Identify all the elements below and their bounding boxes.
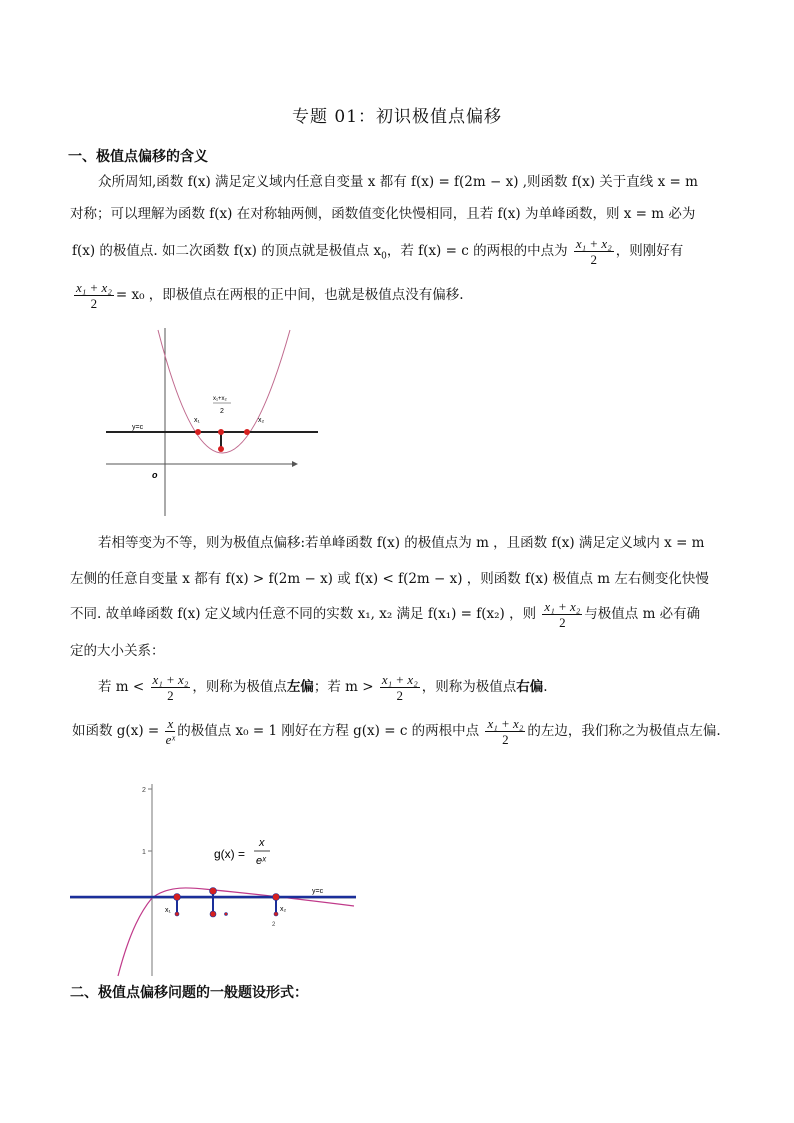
g-label: g(x) = <box>214 847 246 861</box>
midpoint-point <box>218 429 224 435</box>
g-label-den: eˣ <box>256 855 266 867</box>
g-label-num: x <box>259 837 265 849</box>
x-axis-arrow-icon <box>292 461 298 467</box>
x2-label: x₂ <box>280 906 287 913</box>
midpoint-fraction-2: $\frac{\text{x₁ + x₂}}{2}$ <box>76 280 112 311</box>
x-tick-2: 2 <box>272 922 276 928</box>
g-curve <box>118 888 354 976</box>
root-x1-point <box>174 894 181 901</box>
midpoint-fraction-3: $\frac{\text{x₁ + x₂}}{2}$ <box>544 599 581 630</box>
figure-parabola <box>100 318 330 518</box>
y-tick-1: 1 <box>142 849 146 856</box>
line-label: y=c <box>312 888 324 895</box>
p1-line3-part-b: ，若 f(x) = c 的两根的中点为 <box>386 243 568 259</box>
paragraph-2-line-5: 若 m < $\frac{\text{x₁ + x₂}}{2}$ ，则称为极值点左偏；若 m > $\frac{\text{x₁ + x₂}}{2}$ ，则称为极值点右偏. <box>98 672 548 703</box>
root-x1-point <box>195 429 201 435</box>
y-tick-2: 2 <box>142 787 146 794</box>
x1-label: x₁ <box>165 907 171 914</box>
midpoint-num-label: x₁+x₂ <box>213 396 227 402</box>
parabola-curve <box>158 330 290 453</box>
paragraph-2-line-1: 若相等变为不等，则为极值点偏移:若单峰函数 f(x) 的极值点为 m ，且函数 f(x) 满足定义域内 x = m <box>98 535 705 551</box>
midpoint-foot-point <box>225 913 228 916</box>
paragraph-1-line-4: $\frac{\text{x₁ + x₂}}{2}$ = x₀ ，即极值点在两根的正中间，也就是极值点没有偏移. <box>76 280 464 311</box>
section-heading-1: 一、极值点偏移的含义 <box>68 149 208 165</box>
right-offset-bold: 右偏 <box>516 679 544 695</box>
root-x2-point <box>273 894 280 901</box>
figure-gx <box>70 780 360 980</box>
vertex-point <box>210 888 217 895</box>
paragraph-2-line-6: 如函数 g(x) = $\frac{x}{\text{eˣ}}$ 的极值点 x₀ = 1 刚好在方程 g(x) = c 的两根中点 $\frac{\text{x₁ + x₂}}{2}$ 的左边，我们称之为极值点左偏. <box>72 716 721 747</box>
paragraph-1-line-1: 众所周知,函数 f(x) 满足定义域内任意自变量 x 都有 f(x) = f(2m − x) ,则函数 f(x) 关于直线 x = m <box>98 174 698 190</box>
line-label: y=c <box>132 424 144 431</box>
midpoint-fraction-6: $\frac{\text{x₁ + x₂}}{2}$ <box>487 716 524 747</box>
paragraph-2-line-2: 左侧的任意自变量 x 都有 f(x) > f(2m − x) 或 f(x) < f(2m − x) ，则函数 f(x) 极值点 m 左右侧变化快慢 <box>70 571 709 587</box>
g-fraction: $\frac{x}{\text{eˣ}}$ <box>165 716 176 747</box>
paragraph-1-line-2: 对称；可以理解为函数 f(x) 在对称轴两侧，函数值变化快慢相同，且若 f(x) 为单峰函数，则 x = m 必为 <box>70 206 696 222</box>
paragraph-1-line-3: f(x) 的极值点. 如二次函数 f(x) 的顶点就是极值点 $x_0$，若 f(x) = c 的两根的中点为 $\frac{\text{x₁ + x₂}}{2}$ ，则刚好有 <box>72 236 684 267</box>
midpoint-fraction-5: $\frac{\text{x₁ + x₂}}{2}$ <box>381 672 418 703</box>
vertex-point <box>218 446 224 452</box>
left-offset-bold: 左偏 <box>286 679 314 695</box>
p1-line3-part-a: f(x) 的极值点. 如二次函数 f(x) 的顶点就是极值点 x <box>72 243 382 259</box>
paragraph-2-line-3: 不同. 故单峰函数 f(x) 定义域内任意不同的实数 x₁, x₂ 满足 f(x₁) = f(x₂) ，则 $\frac{\text{x₁ + x₂}}{2}$ 与极值点 m 必有确 <box>70 599 701 630</box>
x1-label: x₁ <box>194 417 200 424</box>
section-heading-2: 二、极值点偏移问题的一般题设形式： <box>70 985 308 1001</box>
x2-label: x₂ <box>258 417 265 424</box>
vertex-foot-point <box>210 911 216 917</box>
x2-foot-point <box>274 912 278 916</box>
x1-foot-point <box>175 912 179 916</box>
midpoint-den-label: 2 <box>220 408 224 415</box>
origin-label: o <box>152 470 158 480</box>
midpoint-fraction-4: $\frac{\text{x₁ + x₂}}{2}$ <box>152 672 189 703</box>
midpoint-fraction: $\frac{\text{x₁ + x₂}}{2}$ <box>575 236 612 267</box>
root-x2-point <box>244 429 250 435</box>
paragraph-2-line-4: 定的大小关系： <box>70 643 165 659</box>
p1-line3-part-c: ，则刚好有 <box>615 243 684 259</box>
page-title: 专题 01：初识极值点偏移 <box>291 107 503 127</box>
